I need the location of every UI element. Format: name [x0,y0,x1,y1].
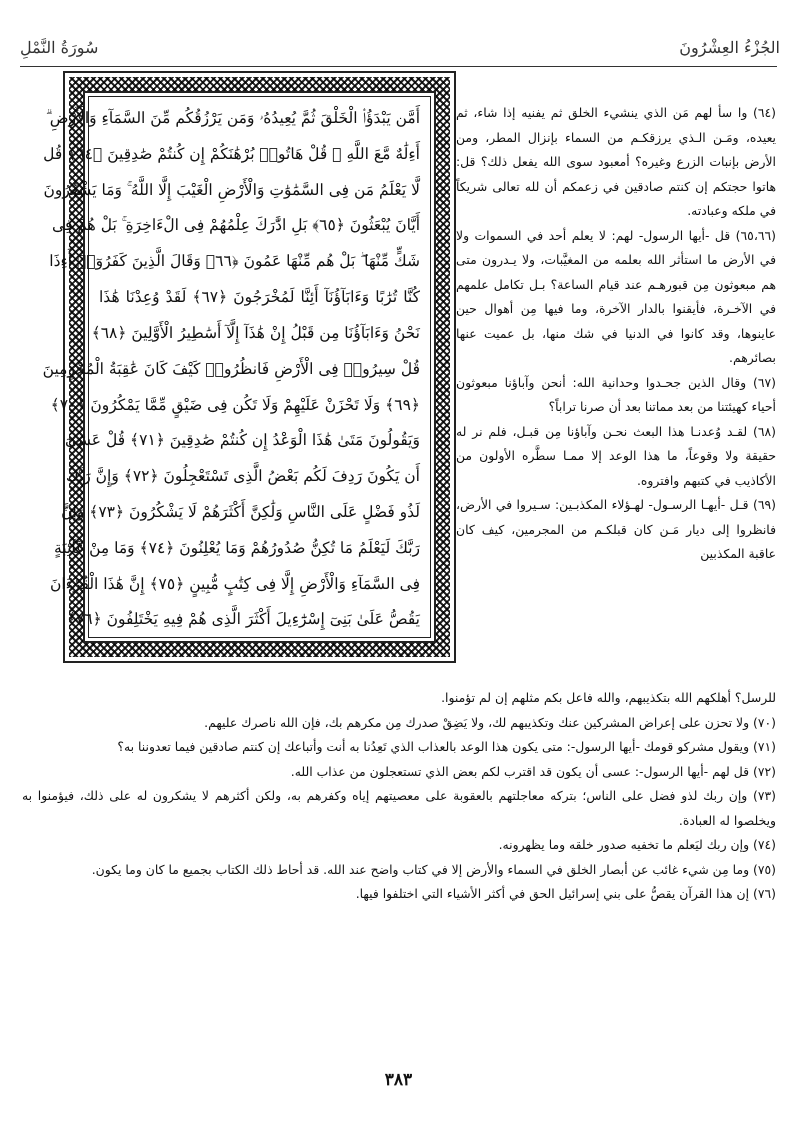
commentary-paragraph: (٧٠) ولا تحزن على إعراض المشركين عنك وتكذيبهم لك، ولا يَضِقْ صدرك مِن مكرهم بك، فإن الله ناصرك عليهم. [204,714,776,730]
commentary-paragraph: (٦٥،٦٦) قل -أيها الرسول- لهم: لا يعلم أحد في السموات ولا في الأرض ما استأثر الله بعلمه من المغيَّبات، ولا يـدرون متى هم مبعوثون مِن قبورهـم عند قيام الساعة؟ بـل تكامل علمهم في الآخـرة، فأيقنوا بالدار الآخرة، وما فيها مِن أهوال حين عاينوها، وقد كانوا في الدنيا في شك منها، بل عميت عنها بصائرهم. [456,227,776,365]
commentary-paragraph: للرسل؟ أهلكهم الله بتكذيبهم، والله فاعل بكم مثلهم إن لم تؤمنوا. [441,690,776,705]
page-header [20,38,780,68]
commentary-paragraph: (٧٢) قل لهم -أيها الرسول-: عسى أن يكون قد اقترب لكم بعض الذي تستعجلون من عذاب الله. [290,763,776,779]
quran-line: أَن يَكُونَ رَدِفَ لَكُم بَعْضُ الَّذِى تَسْتَعْجِلُونَ ﴿٧٢﴾ وَإِنَّ رَبَّكَ [65,467,420,486]
quran-line: أَيَّانَ يُبْعَثُونَ ﴿٦٥﴾ بَلِ ادَّٰرَكَ عِلْمُهُمْ فِى الْءَاخِرَةِ ۚ بَلْ هُمْ فِى [52,216,420,235]
quran-line: وَيَقُولُونَ مَتَىٰ هَٰذَا الْوَعْدُ إِن كُنتُمْ صَٰدِقِينَ ﴿٧١﴾ قُلْ عَسَىٰٓ [65,431,420,450]
quran-line: لَّا يَعْلَمُ مَن فِى السَّمَٰوَٰتِ وَالْأَرْضِ الْغَيْبَ إِلَّا اللَّهُ ۚ وَمَا يَشْعُرُونَ [43,180,420,199]
commentary-paragraph: (٦٧) وقال الذين جحـدوا وحدانية الله: أنحن وآباؤنا مبعوثون أحياء كهيئتنا من بعد مماتنا بعد أن صرنا تراباً؟ [456,374,776,414]
quran-line: كُنَّا تُرَٰبًا وَءَابَآؤُنَآ أَئِنَّا لَمُخْرَجُونَ ﴿٦٧﴾ لَقَدْ وُعِدْنَا هَٰذَا [99,288,420,307]
commentary-paragraph: (٦٩) قـل -أيهـا الرسـول- لهـؤلاء المكذبـين: سـيروا في الأرض، فانظروا إلى ديار مَـن كان قبلكـم من المجرمين، كيف كان عاقبة المكذبين [456,497,776,561]
quran-line: شَكٍّ مِّنْهَا ۖ بَلْ هُم مِّنْهَا عَمُونَ ﴿٦٦﴾ وَقَالَ الَّذِينَ كَفَرُوٓا۟ أَءِذَا [49,252,420,271]
commentary-paragraph: (٦٤) وا سأ لهم مَن الذي ينشيء الخلق ثم يفنيه إذا شاء، ثم يعيده، ومَـن الـذي يرزقكـم من السماء بإنزال المطر، ومن الأرض بإنبات الزرع وغيره؟ أمعبود سوى الله يفعل ذلك؟ قل: هاتوا حجتكم إن كنتم صادقين في زعمكم أن لله تعالى شريكاً في ملكه وعبادته. [456,105,776,218]
commentary-full-width [22,686,776,907]
commentary-side-column [456,101,776,567]
commentary-paragraph: (٦٨) لقـد وُعدنـا هذا البعث نحـن وآباؤنا مِن قبـل، فلم نر له حقيقة ولا وقوعاً، ما هذا الوعد إلا ممـا سطَّره الأولون من الأكاذيب في كتبهم وافتروه. [456,423,776,488]
quran-line: نَحْنُ وَءَابَآؤُنَا مِن قَبْلُ إِنْ هَٰذَآ إِلَّآ أَسَٰطِيرُ الْأَوَّلِينَ ﴿٦٨﴾ [91,323,420,342]
commentary-paragraph: (٧٤) وإن ربك ليَعلم ما تخفيه صدور خلقه وما يظهرونه. [498,837,776,852]
commentary-paragraph: (٧٦) إن هذا القرآن يقصُّ على بني إسرائيل الحق في أكثر الأشياء التي اختلفوا فيها. [355,886,776,901]
quran-line: لَذُو فَضْلٍ عَلَى النَّاسِ وَلَٰكِنَّ أَكْثَرَهُمْ لَا يَشْكُرُونَ ﴿٧٣﴾ وَإِنَّ [61,502,420,521]
quran-frame [42,71,456,663]
quran-line: يَقُصُّ عَلَىٰ بَنِىٓ إِسْرَٰٓءِيلَ أَكْثَرَ الَّذِى هُمْ فِيهِ يَخْتَلِفُونَ ﴿٧٦﴾ [66,610,420,629]
commentary-paragraph: (٧٣) وإن ربك لذو فضل على الناس؛ بتركه معاجلتهم بالعقوبة على معصيتهم إياه وكفرهم به، ولكن أكثرهم لا يشكرون له على ذلك، فيؤمنوا به ويخلصوا له العبادة. [22,788,776,828]
quran-line: ﴿٦٩﴾ وَلَا تَحْزَنْ عَلَيْهِمْ وَلَا تَكُن فِى ضَيْقٍ مِّمَّا يَمْكُرُونَ ﴿٧٠﴾ [50,395,420,414]
quran-text-block [42,91,436,643]
quran-line: قُلْ سِيرُوا۟ فِى الْأَرْضِ فَانظُرُوا۟ كَيْفَ كَانَ عَٰقِبَةُ الْمُجْرِمِينَ [42,359,420,378]
page-number: ٣٨٣ [384,1070,413,1090]
juz-title: الجُزْءُ العِشْرُونَ [679,38,780,57]
commentary-paragraph: (٧٥) وما مِن شيء غائب عن أبصار الخلق في السماء والأرض إلا في كتاب واضح عند الله. قد أحاط ذلك الكتاب بجميع ما كان وما يكون. [91,861,776,877]
quran-line: أَمَّن يَبْدَؤُا۟ الْخَلْقَ ثُمَّ يُعِيدُهُۥ وَمَن يَرْزُقُكُم مِّنَ السَّمَآءِ وَالْأَرْضِ ۗ [45,109,420,127]
commentary-paragraph: (٧١) ويقول مشركو قومك -أيها الرسول-: متى يكون هذا الوعد بالعذاب الذي تَعِدُنا به أنت وأتباعك إن كنتم صادقين فيما تعدوننا به؟ [117,739,776,754]
surah-title: سُورَةُ النَّمْلِ [20,38,99,57]
quran-line: فِى السَّمَآءِ وَالْأَرْضِ إِلَّا فِى كِتَٰبٍ مُّبِينٍ ﴿٧٥﴾ إِنَّ هَٰذَا الْقُرْءَانَ [49,574,420,593]
quran-line: رَبَّكَ لَيَعْلَمُ مَا تُكِنُّ صُدُورُهُمْ وَمَا يُعْلِنُونَ ﴿٧٤﴾ وَمَا مِنْ غَآئِبَةٍ [54,538,420,557]
quran-line: أَءِلَٰهٌ مَّعَ اللَّهِ ۚ قُلْ هَاتُوا۟ بُرْهَٰنَكُمْ إِن كُنتُمْ صَٰدِقِينَ ﴿٦٤﴾ قُل [43,144,420,163]
header-rule [20,66,777,67]
